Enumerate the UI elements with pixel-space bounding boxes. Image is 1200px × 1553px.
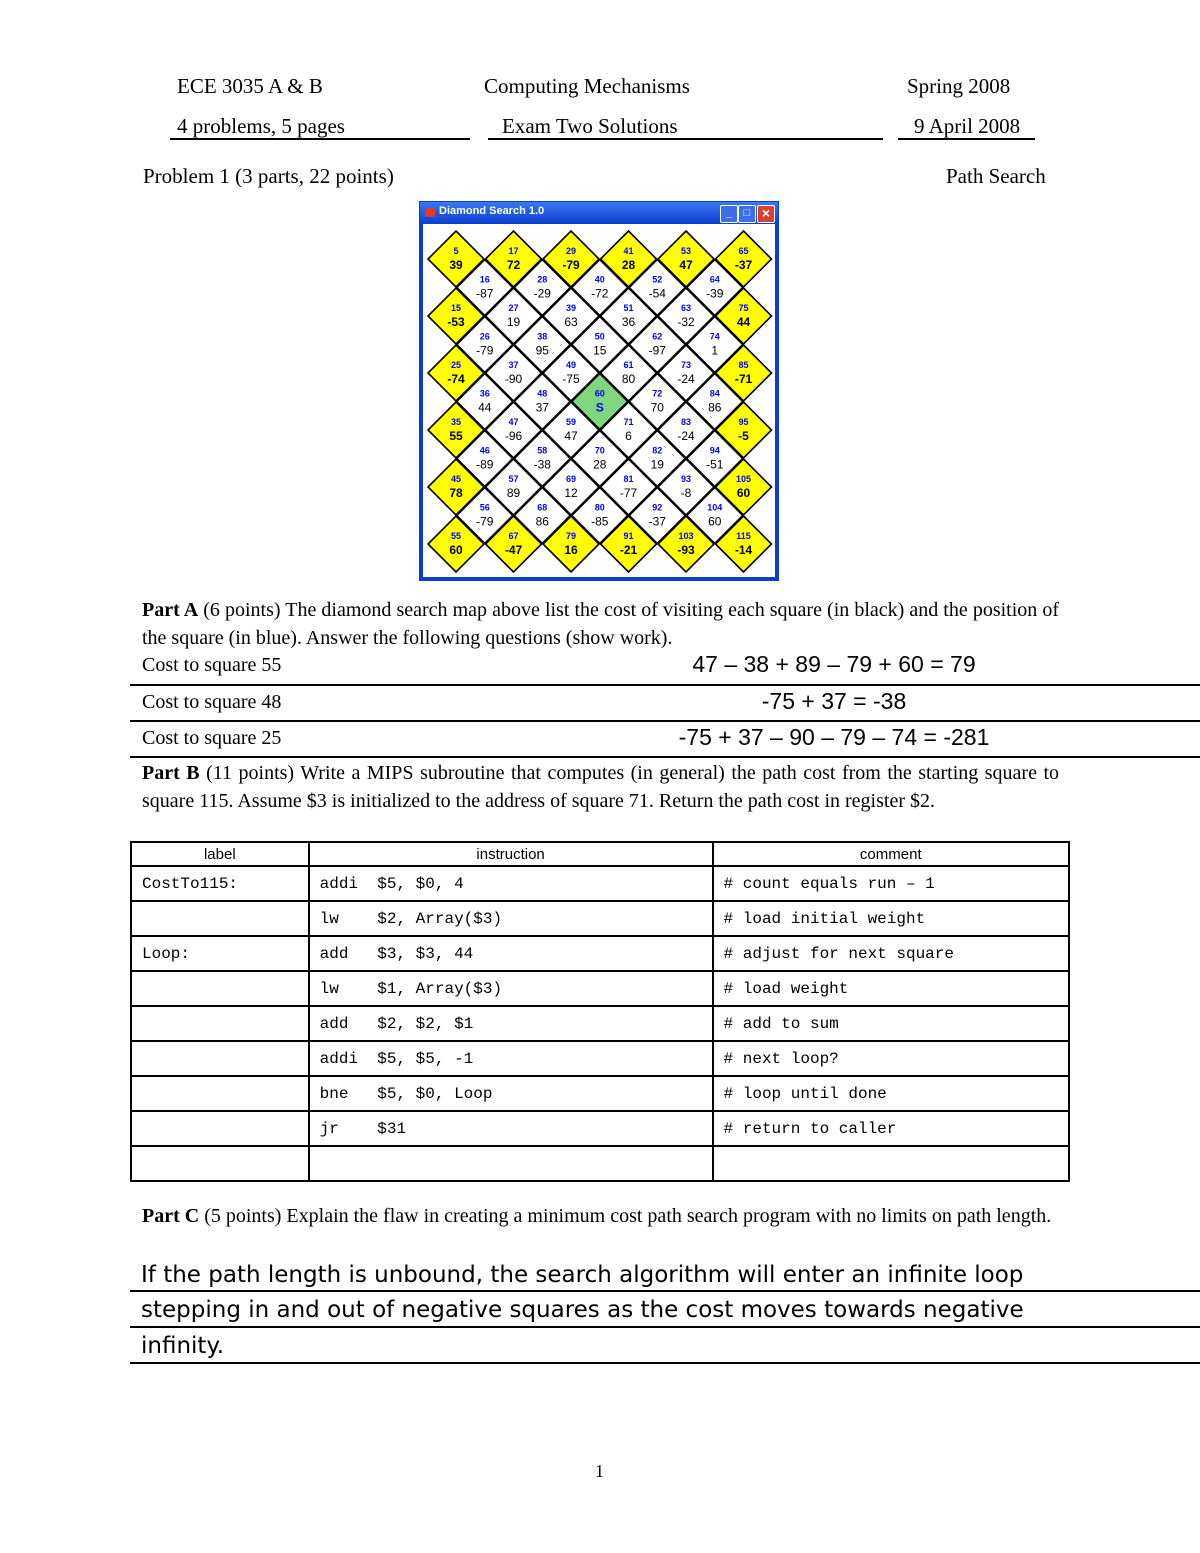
square-cost: 44	[478, 400, 492, 415]
square-cost: -38	[533, 457, 551, 472]
square-cost: -87	[476, 286, 494, 301]
square-position: 94	[709, 445, 720, 456]
square-cost: -79	[476, 343, 494, 358]
part-c-intro: (5 points) Explain the flaw in creating a minimum cost path search program with no limits on path length.	[199, 1205, 1052, 1227]
square-cost: 36	[621, 315, 636, 329]
code-instruction: addi $5, $0, 4	[309, 866, 713, 901]
code-instruction: add $3, $3, 44	[309, 936, 713, 971]
square-position: 61	[623, 360, 634, 370]
square-position: 68	[537, 502, 548, 513]
square-position: 79	[565, 531, 577, 541]
problem-topic: Path Search	[946, 164, 1046, 188]
square-position: 81	[623, 474, 634, 484]
square-cost: 60	[449, 543, 463, 557]
answer-rule	[130, 684, 1200, 686]
square-cost: -89	[476, 457, 494, 472]
square-position: 103	[678, 531, 694, 541]
square-cost: -53	[447, 315, 465, 329]
square-position: 63	[680, 303, 692, 313]
answer-rule	[130, 1362, 1200, 1364]
answer-row	[132, 650, 1200, 686]
code-label	[131, 1111, 309, 1146]
square-position: 71	[623, 417, 634, 427]
square-position: 60	[594, 388, 605, 399]
square-position: 27	[508, 303, 519, 313]
answer-rule	[130, 1326, 1200, 1328]
square-position: 82	[652, 445, 663, 456]
square-position: 115	[736, 531, 751, 541]
square-position: 35	[450, 417, 462, 427]
square-position: 41	[623, 246, 634, 256]
square-position: 52	[652, 274, 663, 285]
page-number: 1	[595, 1461, 604, 1481]
code-instruction: lw $1, Array($3)	[309, 971, 713, 1006]
square-cost: 60	[736, 486, 751, 500]
answer-row	[132, 687, 1200, 723]
square-cost: 12	[564, 486, 578, 500]
square-cost: -71	[734, 372, 753, 386]
square-position: 74	[709, 331, 720, 342]
table-row	[131, 1076, 1069, 1111]
square-cost: 19	[506, 315, 521, 329]
square-position: 55	[450, 531, 462, 541]
column-header-instruction: instruction	[309, 842, 713, 866]
part-b-label: Part B	[142, 762, 200, 784]
problem-heading: Problem 1 (3 parts, 22 points)	[143, 164, 394, 188]
code-label	[131, 901, 309, 936]
square-position: 72	[652, 388, 663, 399]
square-cost: 95	[535, 343, 549, 358]
square-cost: 16	[564, 543, 578, 557]
code-instruction: jr $31	[309, 1111, 713, 1146]
minimize-button[interactable]: _	[720, 205, 738, 223]
square-cost: -54	[648, 286, 666, 301]
code-comment	[713, 1146, 1069, 1181]
square-cost: 28	[621, 258, 636, 272]
maximize-button[interactable]: □	[738, 205, 756, 223]
square-cost: -75	[562, 372, 580, 386]
part-a-label: Part A	[142, 599, 199, 621]
square-cost: 15	[593, 343, 607, 358]
code-label: Loop:	[131, 936, 309, 971]
square-position: 57	[508, 474, 519, 484]
square-cost: 72	[506, 258, 521, 272]
course-title: Computing Mechanisms	[484, 74, 690, 98]
square-position: 104	[707, 502, 723, 513]
square-position: 69	[565, 474, 577, 484]
code-label	[131, 1146, 309, 1181]
square-position: 105	[735, 474, 752, 484]
column-header-comment: comment	[713, 842, 1069, 866]
square-cost: -37	[734, 258, 753, 272]
square-cost: -21	[619, 543, 638, 557]
square-position: 51	[623, 303, 634, 313]
code-comment: # load weight	[713, 971, 1069, 1006]
table-header-row	[131, 842, 1069, 866]
code-label: CostTo115:	[131, 866, 309, 901]
code-instruction: addi $5, $5, -1	[309, 1041, 713, 1076]
square-position: 59	[565, 417, 577, 427]
exam-date: 9 April 2008	[914, 114, 1021, 138]
header-rule-mid	[488, 138, 883, 140]
header-rule-left	[170, 138, 470, 140]
table-row	[131, 971, 1069, 1006]
square-position: 73	[680, 360, 692, 370]
part-b-text	[142, 760, 1059, 815]
column-header-label: label	[131, 842, 309, 866]
square-position: 39	[565, 303, 577, 313]
answer-rule	[130, 1290, 1200, 1292]
answer-rule	[130, 720, 1200, 722]
diamond-search-window	[419, 201, 779, 581]
square-cost: -14	[734, 543, 753, 557]
code-comment: # count equals run – 1	[713, 866, 1069, 901]
square-cost: -77	[619, 486, 638, 500]
square-position: 46	[479, 445, 490, 456]
square-position: 47	[508, 417, 519, 427]
answer-row-value: -75 + 37 – 90 – 79 – 74 = -281	[678, 724, 990, 750]
square-cost: -74	[447, 372, 465, 386]
square-position: 64	[709, 274, 720, 285]
square-position: 49	[565, 360, 577, 370]
code-label	[131, 1041, 309, 1076]
part-b-intro: (11 points) Write a MIPS subroutine that computes (in general) the path cost from the starting square to square 115. Assume $3 is initialized to the address of square 71. Return the path cost in register $2.	[142, 762, 1060, 812]
square-cost: -24	[677, 372, 695, 386]
code-instruction: add $2, $2, $1	[309, 1006, 713, 1041]
square-cost: -24	[677, 429, 695, 443]
app-icon	[425, 208, 435, 217]
square-position: 45	[450, 474, 462, 484]
square-cost: -47	[504, 543, 523, 557]
square-cost: 28	[593, 457, 607, 472]
answer-row-label: Cost to square 48	[142, 691, 282, 713]
square-cost: 80	[621, 372, 636, 386]
square-cost: -29	[533, 286, 551, 301]
square-cost: 1	[711, 343, 719, 358]
square-position: 85	[738, 360, 749, 370]
table-row	[131, 1111, 1069, 1146]
square-position: 93	[680, 474, 692, 484]
square-position: 17	[508, 246, 519, 256]
square-cost: 86	[535, 514, 549, 529]
square-cost: 39	[449, 258, 463, 272]
close-button[interactable]: ×	[757, 205, 775, 223]
exam-title: Exam Two Solutions	[502, 114, 678, 138]
square-position: 70	[594, 445, 605, 456]
square-position: 36	[479, 388, 490, 399]
square-cost: 78	[449, 486, 463, 500]
square-cost: -93	[677, 543, 695, 557]
code-label	[131, 1076, 309, 1111]
square-cost: -79	[476, 514, 494, 529]
square-cost: 70	[650, 400, 664, 415]
mips-code-table	[130, 841, 1070, 1182]
square-cost: 86	[708, 400, 722, 415]
code-comment: # load initial weight	[713, 901, 1069, 936]
square-position: 75	[738, 303, 749, 313]
square-cost: -90	[504, 372, 523, 386]
table-row	[131, 1006, 1069, 1041]
window-title: Diamond Search 1.0	[439, 205, 545, 217]
code-label	[131, 971, 309, 1006]
square-cost: 47	[564, 429, 578, 443]
answer-rule	[130, 756, 1200, 758]
answer-row-value: 47 – 38 + 89 – 79 + 60 = 79	[692, 651, 976, 677]
part-c-answer-line: If the path length is unbound, the search algorithm will enter an infinite loop	[141, 1262, 1024, 1288]
code-comment: # loop until done	[713, 1076, 1069, 1111]
square-position: 92	[652, 502, 663, 513]
square-position: 91	[623, 531, 634, 541]
table-row	[131, 1146, 1069, 1181]
square-cost: -39	[706, 286, 724, 301]
square-position: 56	[479, 502, 490, 513]
square-position: 38	[537, 331, 548, 342]
square-cost: -79	[562, 258, 580, 272]
window-client-area	[423, 224, 775, 577]
square-position: 80	[594, 502, 605, 513]
part-a-intro: (6 points) The diamond search map above list the cost of visiting each square (in black) and the position of the square (in blue). Answer the following questions (show work).	[142, 599, 1059, 649]
answer-row	[132, 723, 1200, 759]
code-instruction: bne $5, $0, Loop	[309, 1076, 713, 1111]
answer-row-label: Cost to square 25	[142, 727, 282, 749]
problem-count: 4 problems, 5 pages	[177, 114, 345, 138]
square-cost: -8	[680, 486, 692, 500]
square-cost: 55	[449, 429, 463, 443]
square-cost: -72	[591, 286, 609, 301]
square-cost: 6	[625, 429, 632, 443]
table-row	[131, 866, 1069, 901]
square-position: 40	[594, 274, 605, 285]
square-position: 5	[453, 246, 459, 256]
answer-row-value: -75 + 37 = -38	[761, 688, 907, 714]
part-c-answer-line: stepping in and out of negative squares as the cost moves towards negative	[141, 1297, 1024, 1323]
square-position: 50	[594, 331, 605, 342]
square-position: 25	[450, 360, 462, 370]
square-position: 83	[680, 417, 692, 427]
square-position: 62	[652, 331, 663, 342]
square-cost: 89	[506, 486, 521, 500]
square-position: 28	[537, 274, 548, 285]
square-cost: -85	[591, 514, 609, 529]
code-comment: # return to caller	[713, 1111, 1069, 1146]
part-c-answer-line: infinity.	[141, 1333, 225, 1359]
square-cost: 19	[650, 457, 664, 472]
header-rule-right	[898, 138, 1035, 140]
diamond-map	[423, 224, 775, 577]
square-cost: -97	[648, 343, 666, 358]
square-cost: -37	[648, 514, 666, 529]
answer-row-label: Cost to square 55	[142, 654, 282, 676]
part-c-text	[142, 1203, 1059, 1231]
square-cost: -5	[738, 429, 749, 443]
square-cost: -51	[706, 457, 724, 472]
term: Spring 2008	[907, 74, 1011, 98]
square-position: 65	[738, 246, 749, 256]
square-position: 48	[537, 388, 548, 399]
square-position: 26	[479, 331, 490, 342]
table-row	[131, 936, 1069, 971]
square-position: 37	[508, 360, 519, 370]
square-position: 58	[537, 445, 548, 456]
square-position: 15	[450, 303, 462, 313]
table-row	[131, 901, 1069, 936]
square-cost: 37	[535, 400, 549, 415]
square-position: 95	[738, 417, 749, 427]
code-instruction	[309, 1146, 713, 1181]
code-label	[131, 1006, 309, 1041]
code-comment: # next loop?	[713, 1041, 1069, 1076]
square-cost: 63	[564, 315, 578, 329]
square-cost: S	[595, 400, 604, 415]
square-cost: 44	[736, 315, 751, 329]
square-position: 16	[479, 274, 490, 285]
part-c-label: Part C	[142, 1205, 200, 1227]
table-row	[131, 1041, 1069, 1076]
code-comment: # add to sum	[713, 1006, 1069, 1041]
square-position: 67	[508, 531, 519, 541]
square-position: 29	[565, 246, 577, 256]
square-position: 53	[680, 246, 692, 256]
square-cost: -32	[677, 315, 695, 329]
window-titlebar	[420, 202, 778, 224]
code-comment: # adjust for next square	[713, 936, 1069, 971]
square-cost: -96	[504, 429, 523, 443]
course-name: ECE 3035 A & B	[177, 74, 323, 98]
square-cost: 47	[679, 258, 693, 272]
code-instruction: lw $2, Array($3)	[309, 901, 713, 936]
square-position: 84	[709, 388, 720, 399]
square-cost: 60	[708, 514, 722, 529]
part-a-text	[142, 597, 1059, 652]
